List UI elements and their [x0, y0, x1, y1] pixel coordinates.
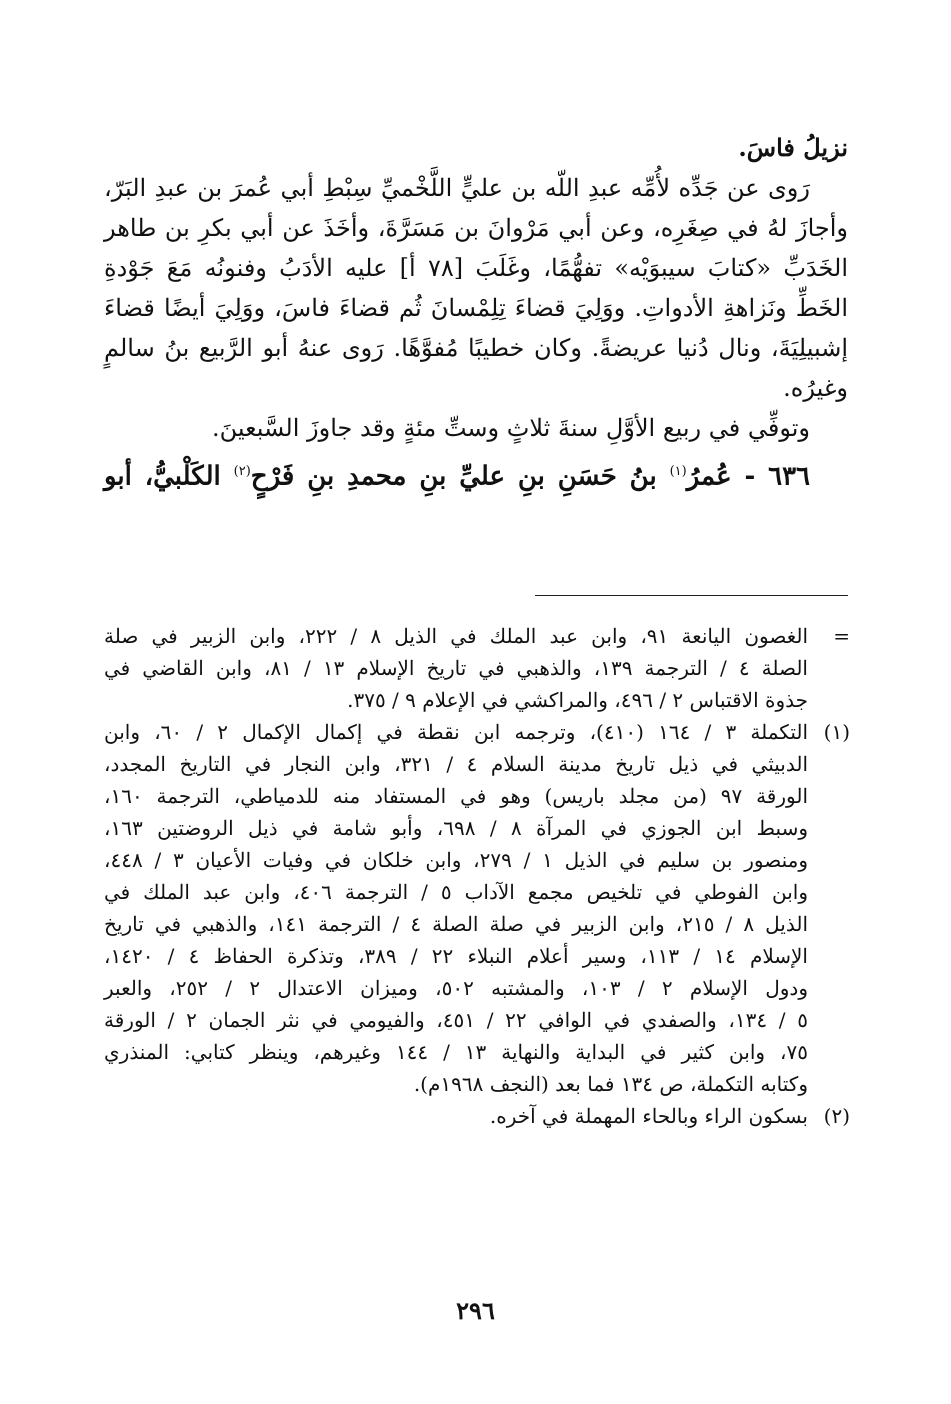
text-line: الخَطِّ ونَزاهةِ الأدواتِ. ووَلِيَ قضاءَ تِلِمْسانَ ثُم قضاءَ فاسَ، ووَلِيَ أيضًا قضاءَ	[104, 294, 848, 322]
biography-entry-heading	[104, 448, 848, 496]
text-line: وتوفِّي في ربيع الأوَّلِ سنةَ ثلاثٍ وستِّ مئةٍ وقد جاوزَ السَّبعينَ.	[212, 414, 810, 442]
footnotes	[104, 620, 850, 1132]
main-text	[104, 128, 848, 496]
text-line: إشبيلِيَةَ، ونال دُنيا عريضةً. وكان خطيبًا مُفوَّهًا. رَوى عنهُ أبو الرَّبيع بنُ سالمٍ	[104, 334, 848, 362]
footnote-ref-2: (٢)	[233, 464, 251, 479]
footnote-marker: (٢)	[823, 1104, 850, 1128]
entry-number-name: ٦٣٦ - عُمرُ	[686, 461, 811, 492]
footnote-1	[104, 716, 850, 1100]
footnote-line: الورقة ٩٧ (من مجلد باريس) وهو في المستفاد منه للدمياطي، الترجمة ١٦٠،	[104, 784, 809, 808]
footnote-line: جذوة الاقتباس ٢ / ٤٩٦، والمراكشي في الإعلام ٩ / ٣٧٥.	[347, 688, 808, 712]
text-line: الخَدَبِّ «كتابَ سيبوَيْه» تفهُّمًا، وغَلَبَ [٧٨ أ] عليه الأدَبُ وفنونُه مَعَ جَوْدةِ	[104, 254, 848, 282]
footnote-marker: (١)	[823, 720, 850, 744]
footnote-separator	[535, 595, 848, 596]
footnote-ref-1: (١)	[669, 464, 687, 479]
page-number: ٢٩٦	[456, 1296, 495, 1325]
footnote-2	[104, 1100, 850, 1132]
footnote-line: ٧٥، وابن كثير في البداية والنهاية ١٣ / ١٤٤ وغيرهم، وينظر كتابي: المنذري	[104, 1040, 808, 1064]
footnote-line: ودول الإسلام ٢ / ١٠٣، والمشتبه ٥٠٢، وميزان الاعتدال ٢ / ٢٥٢، والعبر	[104, 976, 808, 1000]
text-line: وأجازَ لهُ في صِغَرِه، وعن أبي مَرْوانَ بن مَسَرَّةَ، وأخَذَ عن أبي بكرِ بن طاهر	[104, 214, 848, 242]
footnote-line: الذيل ٨ / ٢١٥، وابن الزبير في صلة الصلة ٤ / الترجمة ١٤١، والذهبي في تاريخ	[104, 912, 809, 936]
footnote-line: بسكون الراء وبالحاء المهملة في آخره.	[489, 1104, 808, 1128]
footnote-line: الغصون اليانعة ٩١، وابن عبد الملك في الذيل ٨ / ٢٢٢، وابن الزبير في صلة	[104, 624, 808, 648]
footnote-line: الإسلام ١٤ / ١١٣، وسير أعلام النبلاء ٢٢ / ٣٨٩، وتذكرة الحفاظ ٤ / ١٤٢٠،	[104, 944, 808, 968]
footnote-line: الدبيثي في ذيل تاريخ مدينة السلام ٤ / ٣٢١، وابن النجار في التاريخ المجدد،	[104, 752, 808, 776]
footnote-line: ٥ / ١٣٤، والصفدي في الوافي ٢٢ / ٤٥١، والفيومي في نثر الجمان ٢ / الورقة	[104, 1008, 808, 1032]
text-line: رَوى عن جَدِّه لأُمِّه عبدِ اللّه بن عليٍّ اللَّخْميِّ سِبْطِ أبي عُمرَ بن عبدِ البَرّ،	[104, 174, 810, 202]
footnote-marker: =	[833, 624, 850, 648]
footnote-line: وابن الفوطي في تلخيص مجمع الآداب ٥ / الترجمة ٤٠٦، وابن عبد الملك في	[104, 880, 808, 904]
footnote-line: ومنصور بن سليم في الذيل ١ / ٢٧٩، وابن خلكان في وفيات الأعيان ٣ / ٤٤٨،	[104, 848, 808, 872]
footnote-continuation	[104, 620, 850, 716]
footnote-line: وكتابه التكملة، ص ١٣٤ فما بعد (النجف ١٩٦٨م).	[413, 1072, 808, 1096]
text-line: وغيرُه.	[783, 374, 848, 402]
entry-nisba: الكَلْبيُّ، أبو	[104, 461, 234, 492]
footnote-line: وسبط ابن الجوزي في المرآة ٨ / ٦٩٨، وأبو شامة في ذيل الروضتين ١٦٣،	[104, 816, 808, 840]
text-line: نزيلُ فاسَ.	[738, 133, 848, 162]
footnote-line: التكملة ٣ / ١٦٤ (٤١٠)، وترجمه ابن نقطة في إكمال الإكمال ٢ / ٦٠، وابن	[104, 720, 809, 744]
footnote-line: الصلة ٤ / الترجمة ١٣٩، والذهبي في تاريخ الإسلام ١٣ / ٨١، وابن القاضي في	[104, 656, 808, 680]
entry-lineage: بنُ حَسَنِ بنِ عليِّ بنِ محمدِ بنِ فَرْحٍ	[250, 461, 670, 492]
